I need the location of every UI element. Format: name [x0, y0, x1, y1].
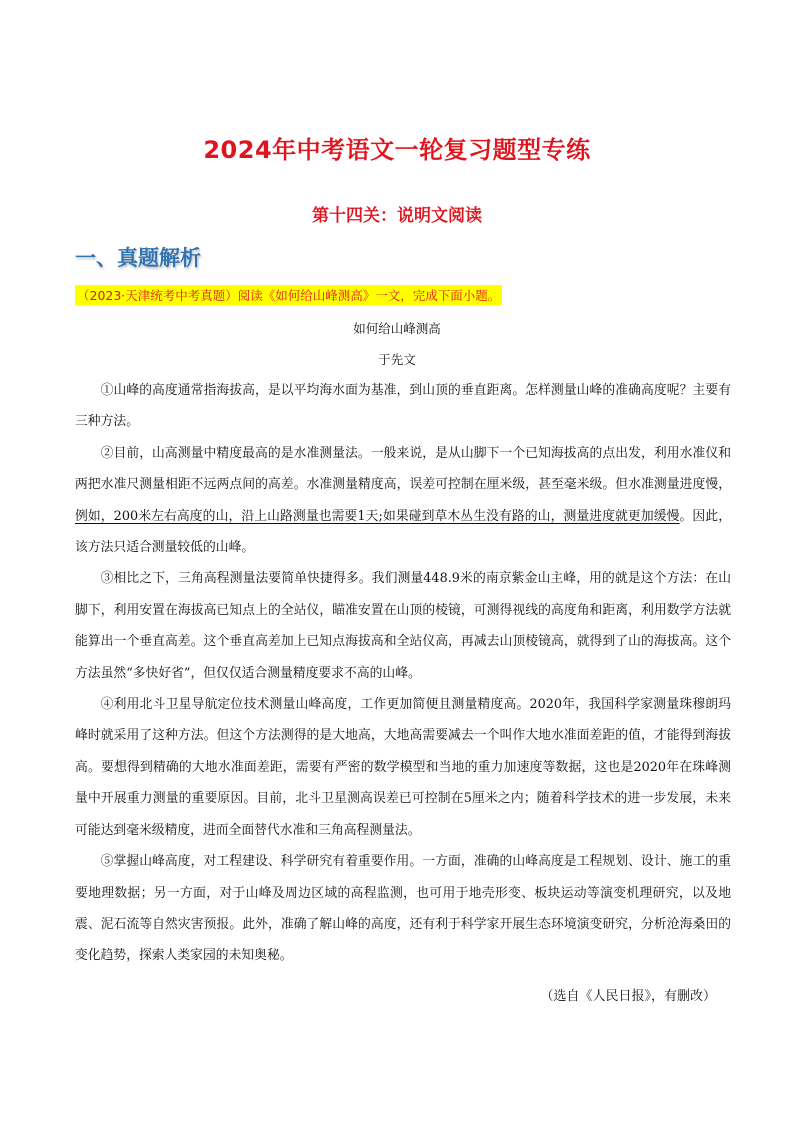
document-title: 2024年中考语文一轮复习题型专练 — [203, 136, 591, 164]
document-subtitle: 第十四关：说明文阅读 — [312, 206, 482, 226]
article-credit: （选自《人民日报》，有删改） — [540, 989, 716, 1004]
paragraph-2-start: ②目前，山高测量中精度最高的是水准测量法。一般来说，是从山脚下一个已知海拔高的点出发，利用水准仪和两把水准尺测量相距不远两点间的高差。水准测量精度高，误差可控制在厘米级，甚至毫米级。但水准测量进度慢， — [75, 445, 731, 493]
paragraph-2-end: 。因此，该方法只适合测量较低的山峰。 — [75, 508, 731, 556]
paragraph-2 — [75, 438, 731, 564]
paragraph-1: ①山峰的高度通常指海拔高，是以平均海水面为基准，到山顶的垂直距离。怎样测量山峰的准确高度呢？主要有三种方法。 — [75, 383, 731, 430]
article-author: 于先文 — [378, 352, 416, 367]
paragraph-3: ③相比之下，三角高程测量法要简单快捷得多。我们测量448.9米的南京紫金山主峰，用的就是这个方法：在山脚下，利用安置在海拔高已知点上的全站仪，瞄准安置在山顶的棱镜，可测得视线的高度角和距离，利用数学方法就能算出一个垂直高差。这个垂直高差加上已知点海拔高和全站仪高，再减去山顶棱镜高，就得到了山的海拔高。这个方法虽然“多快好省”，但仅仅适合测量精度要求不高的山峰。 — [75, 571, 731, 681]
paragraph-5: ⑤掌握山峰高度，对工程建设、科学研究有着重要作用。一方面，准确的山峰高度是工程规划、设计、施工的重要地理数据；另一方面，对于山峰及周边区域的高程监测，也可用于地壳形变、板块运动等演变机理研究，以及地震、泥石流等自然灾害预报。此外，准确了解山峰的高度，还有利于科学家开展生态环境演变研究，分析沧海桑田的变化趋势，探索人类家园的未知奥秘。 — [75, 854, 731, 964]
question-source-highlight: （2023·天津统考中考真题）阅读《如何给山峰测高》一文，完成下面小题。 — [75, 285, 502, 305]
paragraph-4: ④利用北斗卫星导航定位技术测量山峰高度，工作更加简便且测量精度高。2020年，我国科学家测量珠穆朗玛峰时就采用了这种方法。但这个方法测得的是大地高，大地高需要减去一个叫作大地水准面差距的值，才能得到海拔高。要想得到精确的大地水准面差距，需要有严密的数学模型和当地的重力加速度等数据，这也是2020年在珠峰测量中开展重力测量的重要原因。目前，北斗卫星测高误差已可控制在5厘米之内；随着科学技术的进一步发展，未来可能达到毫米级精度，进而全面替代水准和三角高程测量法。 — [75, 697, 731, 838]
article-title: 如何给山峰测高 — [353, 321, 441, 336]
section-heading: 一、真题解析 — [75, 246, 201, 270]
underlined-sentence: 例如，200米左右高度的山，沿上山路测量也需要1天;如果碰到草木丛生没有路的山，测量进度就更加缓慢 — [75, 508, 680, 524]
article-body — [75, 375, 731, 972]
